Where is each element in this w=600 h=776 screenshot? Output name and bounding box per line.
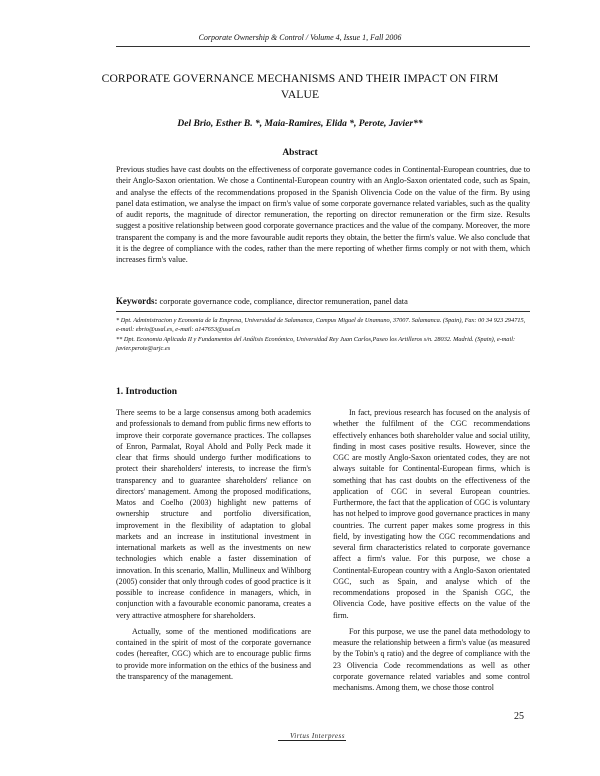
keywords-line	[116, 296, 530, 306]
keywords-text: corporate governance code, compliance, director remuneration, panel data	[159, 297, 408, 306]
footnote-affiliation-1: * Dpt. Administracion y Economia de la Empresa, Universidad de Salamanca, Campus Miguel de Unamuno, 37007. Salamanca. (Spain), Fax: 00 34 923 294715, e-mail: ebrio@usal.es, e-mail: a147653@usal.es	[116, 317, 526, 334]
author-list: Del Brio, Esther B. *, Maia-Ramires, Elida *, Perote, Javier**	[177, 119, 423, 129]
keywords-label: Keywords:	[116, 296, 158, 306]
footnote-affiliation-2: ** Dpt. Economia Aplicada II y Fundamentos del Análisis Económico, Universidad Rey Juan Carlos,Paseo los Artilleros s/n. 28032. Madrid. (Spain), e-mail: javier.perote@urjc.es	[116, 335, 516, 353]
page-number: 25	[514, 711, 524, 722]
paper-title: CORPORATE GOVERNANCE MECHANISMS AND THEIR IMPACT ON FIRM VALUE	[101, 72, 499, 101]
abstract-heading: Abstract	[282, 148, 318, 158]
abstract-body: Previous studies have cast doubts on the effectiveness of corporate governance codes in Continental-European countries, due to their Anglo-Saxon orientation. We chose a Continental-European country with an Anglo-Saxon orientated code, such as Spain, and analyse the effects of the recommendations proposed in the Spanish Olivencia Code on the value of the firm. By using panel data estimation, we analyse the impact on firm's value of some corporate governance related variables, such as the quality of audit reports, the magnitude of director remuneration, the reporting on director remuneration or the firm size. Results suggest a positive relationship between good corporate governance practices and the value of the company. Moreover, the more transparent the company is and the more favourable audit reports they obtain, the better the firm's value. We also conclude that it is the degree of compliance with the codes, rather than the mere reporting of whether firms comply or not with them, which increases firm's value.	[116, 165, 530, 265]
paragraph: There seems to be a large consensus among both academics and professionals to demand from public firms new efforts to improve their corporate governance practices. The collapses of Enron, Parmalat, Royal Ahold and Polly Peck made it clear that firms should undergo further modifications to protect their shareholders' interests, to increase the firm's transparency and to guarantee shareholders' reliance on directors' management. Among the proposed modifications, Matos and Coelho (2003) highlight new patterns of ownership structure and portfolio diversification, improvement in the flexibility of adaptation to global markets and an increase in institutional investment in international markets as well as the investments on new technologies which enable a faster dissemination of innovation. In this scenario, Mallin, Mullineux and Wihlborg (2005) consider that only through codes of good practice is it possible to increase confidence in managers, which, in conjunction with a favourable economic panorama, creates a very attractive atmosphere for shareholders.	[116, 408, 311, 620]
header-divider	[116, 46, 530, 47]
footnote-divider	[116, 311, 530, 312]
logo-rule	[278, 740, 346, 741]
paragraph: In fact, previous research has focused on the analysis of whether the fulfilment of the CGC recommendations effectively enhances both shareholder value and social utility, finding in most cases positive results. However, since the CGC are mostly Anglo-Saxon orientated codes, they are not always suitable for Continental-European firms, which is something that has cast doubts on the effectiveness of the application of CGC in several European countries. Furthermore, the fact that the application of CGC is voluntary has not helped to improve good governance practices in many countries. The current paper makes some progress in this field, by investigating how the CGC recommendations and several firm characteristics related to corporate governance affect a firm's value. For this purpose, we chose a Continental-European country with a Anglo-Saxon orientated CGC, such as Spain, and analyse which of the recommendations proposed in the Spanish CGC, the Olivencia Code, have positive effects on the value of the firm.	[333, 408, 530, 620]
paragraph: Actually, some of the mentioned modifications are contained in the spirit of most of the corporate governance codes (hereafter, CGC) which are to encourage public firms to provide more information on the ethics of the business and the transparency of the management.	[116, 626, 311, 681]
section-heading-introduction: 1. Introduction	[116, 387, 178, 397]
body-column-right	[333, 407, 530, 693]
footnotes	[116, 316, 530, 354]
publisher-logo	[278, 733, 346, 747]
body-column-left	[116, 407, 311, 682]
running-header: Corporate Ownership & Control / Volume 4, Issue 1, Fall 2006	[198, 33, 402, 42]
paragraph: For this purpose, we use the panel data methodology to measure the relationship between a firm's value (as measured by the Tobin's q ratio) and the degree of compliance with the 23 Olivencia Code recommendations as well as other corporate governance related variables and some control mechanisms. Among them, we chose those control	[333, 626, 530, 692]
logo-wordmark: Virtus Interpress	[290, 732, 345, 740]
